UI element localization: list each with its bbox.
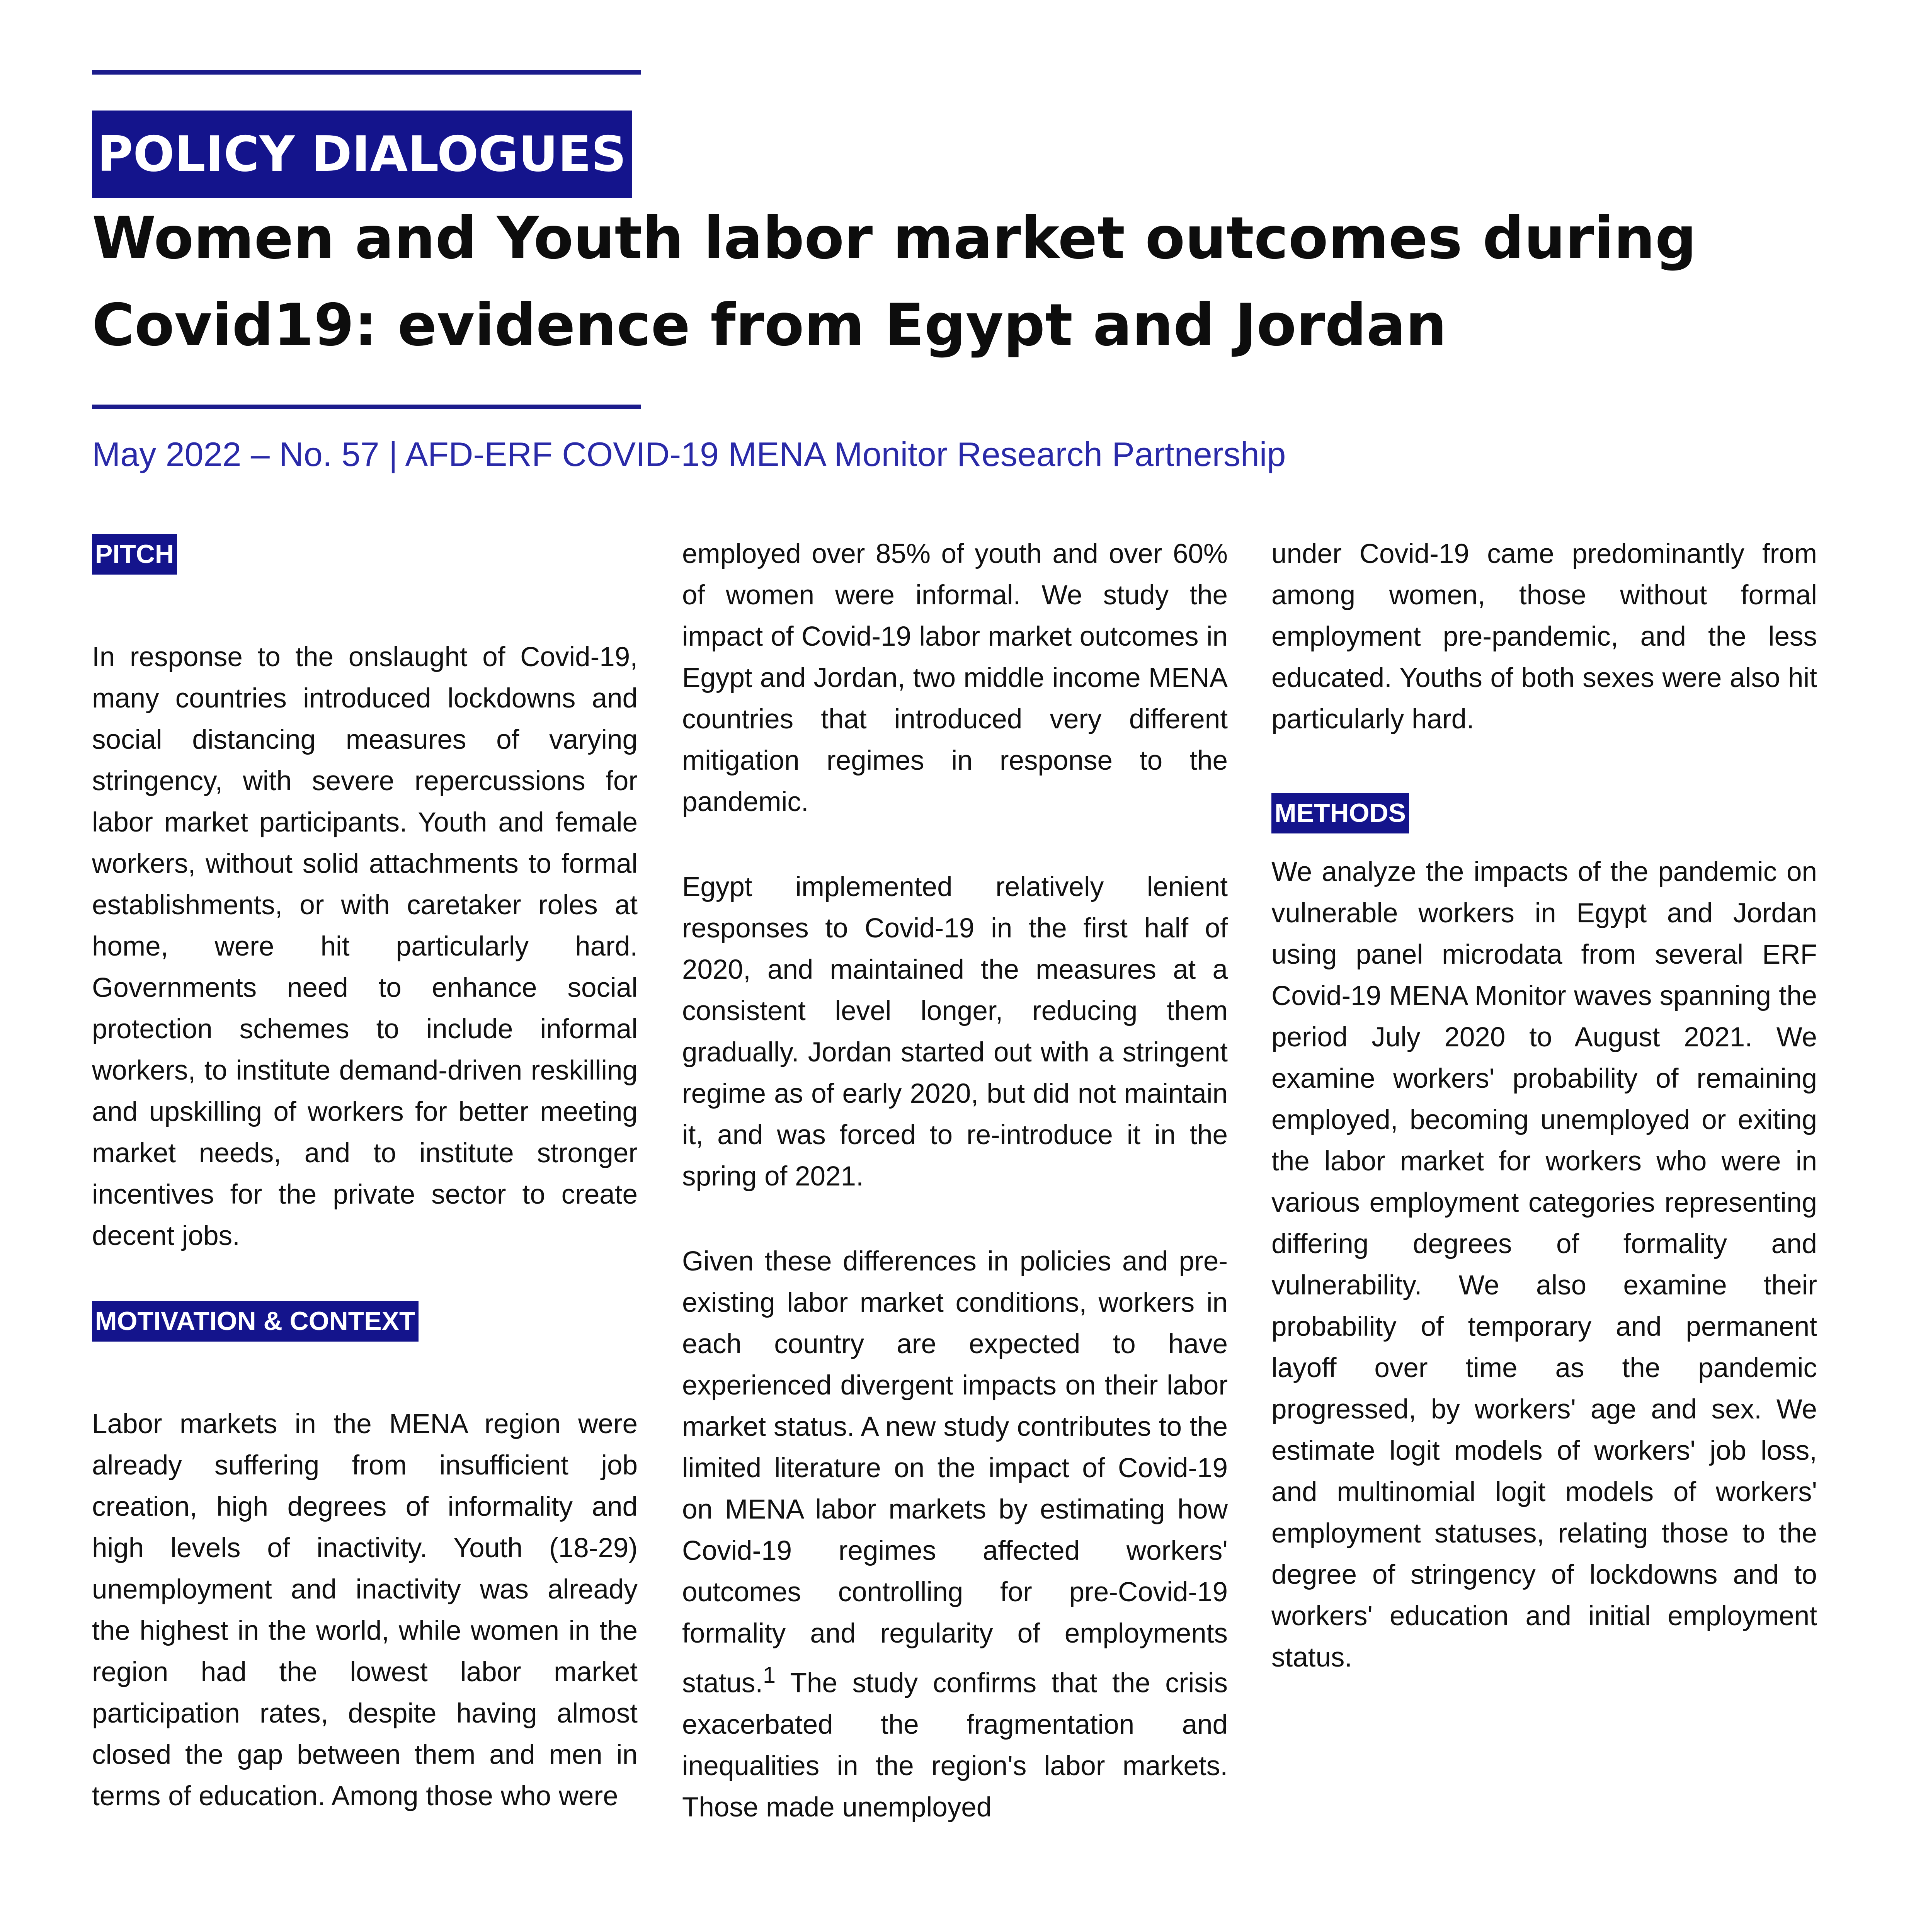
motivation-paragraph-3-text-b: The study confirms that the crisis exacerbated the fragmentation and inequalities in the region's labor markets. Those made unemployed xyxy=(682,1668,1228,1823)
methods-text: We analyze the impacts of the pandemic on vulnerable workers in Egypt and Jordan using panel microdata from several ERF Covid-19 MENA Monitor waves spanning the period July 2020 to August 2021. We examine workers' probability of remaining employed, becoming unemployed or exiting the labor market for workers who were in various employment categories representing differing degrees of formality and vulnerability. We also examine their probability of temporary and permanent layoff over time as the pandemic progressed, by workers' age and sex. We estimate logit models of workers' job loss, and multinomial logit models of workers' employment statuses, relating those to the degree of stringency of lockdowns and to workers' education and initial employment status. xyxy=(1271,857,1817,1673)
motivation-paragraph-2: Egypt implemented relatively lenient responses to Covid-19 in the first half of 2020, and maintained the measures at a consistent level longer, reducing them gradually. Jordan started out with a stringent regime as of early 2020, but did not maintain it, and was forced to re-introduce it in the spring of 2021. xyxy=(682,872,1228,1192)
footnote-reference[interactable]: 1 xyxy=(763,1662,776,1688)
column-1 xyxy=(92,533,638,1861)
series-label: POLICY DIALOGUES xyxy=(92,111,632,198)
motivation-paragraph-3 xyxy=(682,1241,1228,1828)
column-2 xyxy=(682,533,1228,1872)
title-rule xyxy=(92,405,641,409)
column-3 xyxy=(1271,533,1817,1722)
pitch-label: PITCH xyxy=(92,534,177,575)
methods-label: METHODS xyxy=(1271,793,1409,833)
motivation-paragraph-1-part-1: Labor markets in the MENA region were already suffering from insufficient job creation, high degrees of informality and high levels of inactivity. Youth (18-29) unemployment and inactivity was already the highest in the world, while women in the region had the lowest labor market participation rates, despite having almost closed the gap between them and men in terms of education. Among those who were xyxy=(92,1409,638,1811)
motivation-paragraph-3-text-a: Given these differences in policies and pre-existing labor market conditions, workers in each country are expected to have experienced divergent impacts on their labor market status. A new study contributes to the limited literature on the impact of Covid-19 on MENA labor markets by estimating how Covid-19 regimes affected workers' outcomes controlling for pre-Covid-19 formality and regularity of employments status. xyxy=(682,1246,1228,1699)
motivation-paragraph-1-part-2: employed over 85% of youth and over 60% of women were informal. We study the impact of Covid-19 labor market outcomes in Egypt and Jordan, two middle income MENA countries that introduced very different mitigation regimes in response to the pandemic. xyxy=(682,539,1228,817)
page-title: Women and Youth labor market outcomes during Covid19: evidence from Egypt and Jordan xyxy=(92,205,1697,359)
subtitle: May 2022 – No. 57 | AFD-ERF COVID-19 MENA Monitor Research Partnership xyxy=(92,435,1286,473)
motivation-paragraph-3-continued: under Covid-19 came predominantly from among women, those without formal employment pre-pandemic, and the less educated. Youths of both sexes were also hit particularly hard. xyxy=(1271,539,1817,735)
top-rule xyxy=(92,70,641,75)
pitch-text: In response to the onslaught of Covid-19, many countries introduced lockdowns and social distancing measures of varying stringency, with severe repercussions for labor market participants. Youth and female workers, without solid attachments to formal establishments, or with caretaker roles at home, were hit particularly hard. Governments need to enhance social protection schemes to include informal workers, to institute demand-driven reskilling and upskilling of workers for better meeting market needs, and to institute stronger incentives for the private sector to create decent jobs. xyxy=(92,642,638,1251)
motivation-label: MOTIVATION & CONTEXT xyxy=(92,1301,419,1342)
